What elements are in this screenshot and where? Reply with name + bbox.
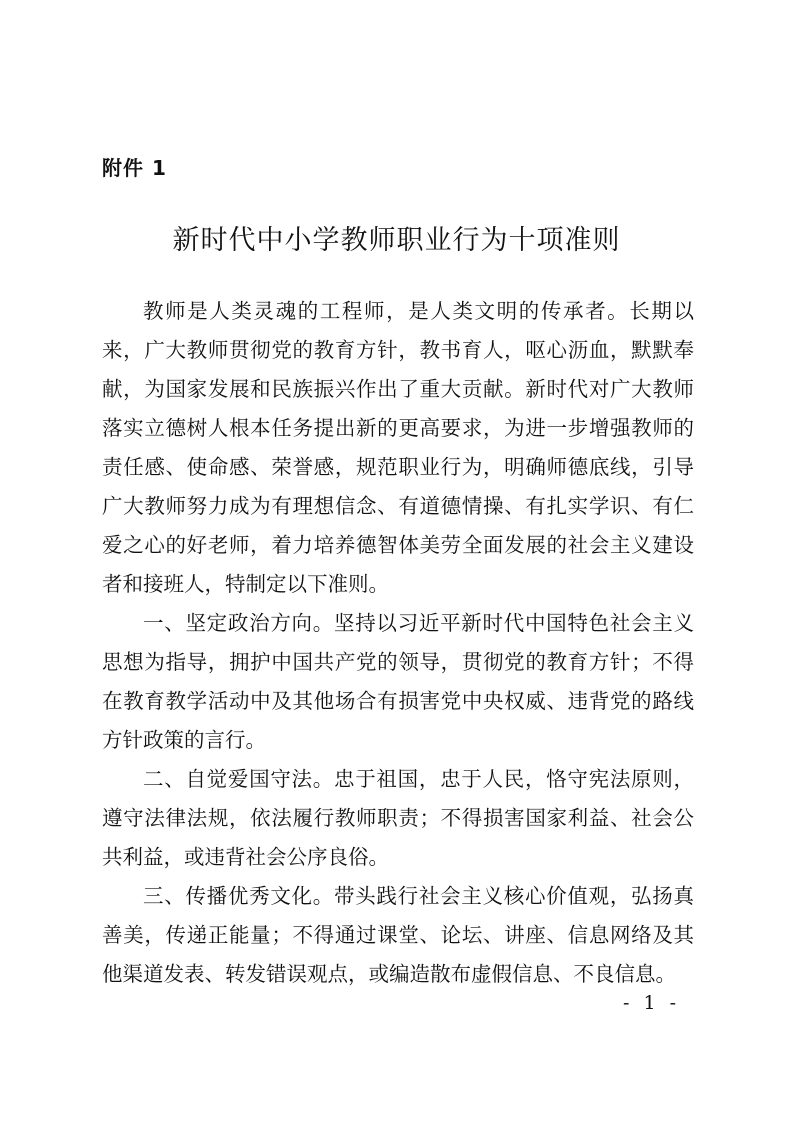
rule-paragraph-2: 二、自觉爱国守法。忠于祖国，忠于人民，恪守宪法原则，遵守法律法规，依法履行教师职责；不得损害国家利益、社会公共利益，或违背社会公序良俗。 xyxy=(102,767,694,869)
document-body xyxy=(102,292,694,994)
document-title: 新时代中小学教师职业行为十项准则 xyxy=(172,225,621,256)
rule-paragraph-3: 三、传播优秀文化。带头践行社会主义核心价值观，弘扬真善美，传递正能量；不得通过课堂、论坛、讲座、信息网络及其他渠道发表、转发错误观点，或编造散布虚假信息、不良信息。 xyxy=(102,884,694,986)
rule-paragraph-1: 一、坚定政治方向。坚持以习近平新时代中国特色社会主义思想为指导，拥护中国共产党的领导，贯彻党的教育方针；不得在教育教学活动中及其他场合有损害党中央权威、违背党的路线方针政策的言行。 xyxy=(102,611,694,752)
intro-paragraph: 教师是人类灵魂的工程师，是人类文明的传承者。长期以来，广大教师贯彻党的教育方针，教书育人，呕心沥血，默默奉献，为国家发展和民族振兴作出了重大贡献。新时代对广大教师落实立德树人根本任务提出新的更高要求，为进一步增强教师的责任感、使命感、荣誉感，规范职业行为，明确师德底线，引导广大教师努力成为有理想信念、有道德情操、有扎实学识、有仁爱之心的好老师，着力培养德智体美劳全面发展的社会主义建设者和接班人，特制定以下准则。 xyxy=(102,299,694,596)
attachment-label: 附件 1 xyxy=(102,156,167,180)
page-number: - 1 - xyxy=(622,992,680,1014)
